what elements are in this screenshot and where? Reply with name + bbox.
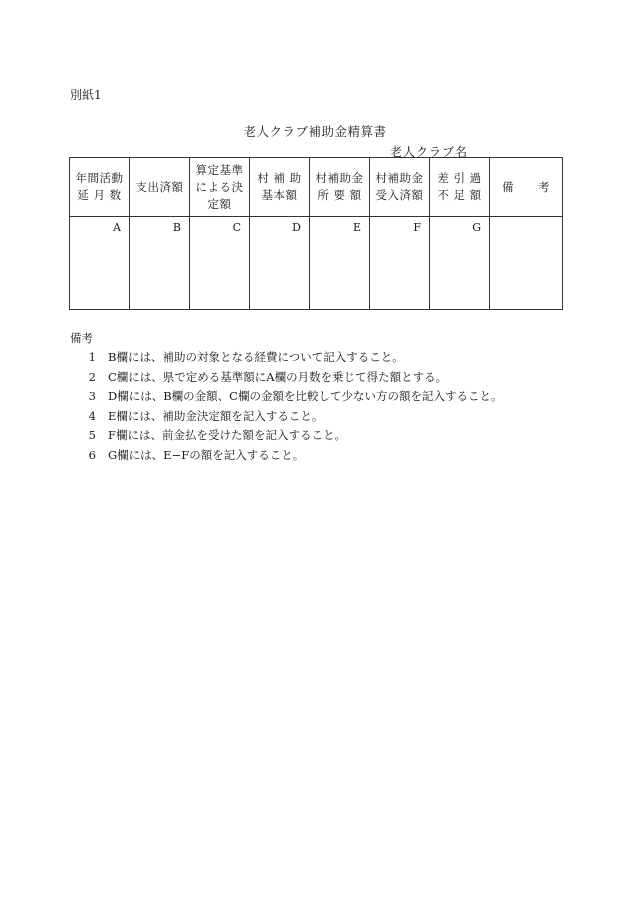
header-activity-months: 年間活動 延 月 数 bbox=[70, 158, 130, 217]
cell-d[interactable] bbox=[250, 217, 310, 310]
cell-label-a: A bbox=[113, 221, 121, 234]
annex-label: 別紙1 bbox=[70, 88, 102, 102]
note-number: 4 bbox=[88, 408, 96, 423]
cell-label-remarks bbox=[554, 224, 562, 228]
document-title: 老人クラブ補助金精算書 bbox=[243, 124, 387, 139]
note-text: F欄には、前金払を受けた額を記入すること。 bbox=[108, 428, 346, 442]
notes-section bbox=[70, 330, 502, 465]
cell-label-b: B bbox=[172, 221, 181, 234]
cell-remarks[interactable] bbox=[490, 217, 563, 310]
note-number: 5 bbox=[88, 428, 96, 442]
list-item bbox=[70, 426, 502, 446]
note-text: G欄には、E−Fの額を記入すること。 bbox=[108, 447, 305, 462]
header-balance: 差 引 過 不 足 額 bbox=[430, 158, 490, 217]
cell-a[interactable] bbox=[70, 217, 130, 310]
header-remarks: 備 考 bbox=[490, 158, 563, 217]
header-received-amount: 村補助金 受入済額 bbox=[370, 158, 430, 217]
cell-c[interactable] bbox=[190, 217, 250, 310]
note-number: 1 bbox=[88, 350, 96, 364]
list-item bbox=[70, 446, 502, 466]
cell-b[interactable] bbox=[130, 217, 190, 310]
list-item bbox=[70, 348, 502, 368]
list-item bbox=[70, 407, 502, 427]
note-number: 2 bbox=[88, 369, 96, 384]
note-text: D欄には、B欄の金額、C欄の金額を比較して少ない方の額を記入すること。 bbox=[108, 389, 503, 403]
table-header-row bbox=[70, 158, 563, 217]
note-number: 6 bbox=[88, 447, 96, 462]
table-row bbox=[70, 217, 563, 310]
note-text: B欄には、補助の対象となる経費について記入すること。 bbox=[108, 350, 404, 364]
note-text: C欄には、県で定める基準額にA欄の月数を乗じて得た額とする。 bbox=[108, 369, 448, 384]
note-number: 3 bbox=[88, 389, 96, 403]
notes-title: 備考 bbox=[70, 331, 93, 345]
cell-label-d: D bbox=[292, 221, 301, 234]
cell-label-e: E bbox=[352, 221, 361, 234]
cell-label-f: F bbox=[413, 221, 421, 234]
header-standard-amount: 算定基準 による決 定額 bbox=[190, 158, 250, 217]
list-item bbox=[70, 368, 502, 388]
cell-e[interactable] bbox=[310, 217, 370, 310]
club-name-label: 老人クラブ名 bbox=[390, 145, 469, 159]
header-required-amount: 村補助金 所 要 額 bbox=[310, 158, 370, 217]
cell-g[interactable] bbox=[430, 217, 490, 310]
header-expenditure: 支出済額 bbox=[130, 158, 190, 217]
header-basic-amount: 村 補 助 基本額 bbox=[250, 158, 310, 217]
note-text: E欄には、補助金決定額を記入すること。 bbox=[108, 408, 324, 423]
cell-label-c: C bbox=[232, 221, 241, 234]
settlement-table bbox=[69, 157, 563, 310]
list-item bbox=[70, 387, 502, 407]
cell-label-g: G bbox=[472, 221, 481, 234]
cell-f[interactable] bbox=[370, 217, 430, 310]
